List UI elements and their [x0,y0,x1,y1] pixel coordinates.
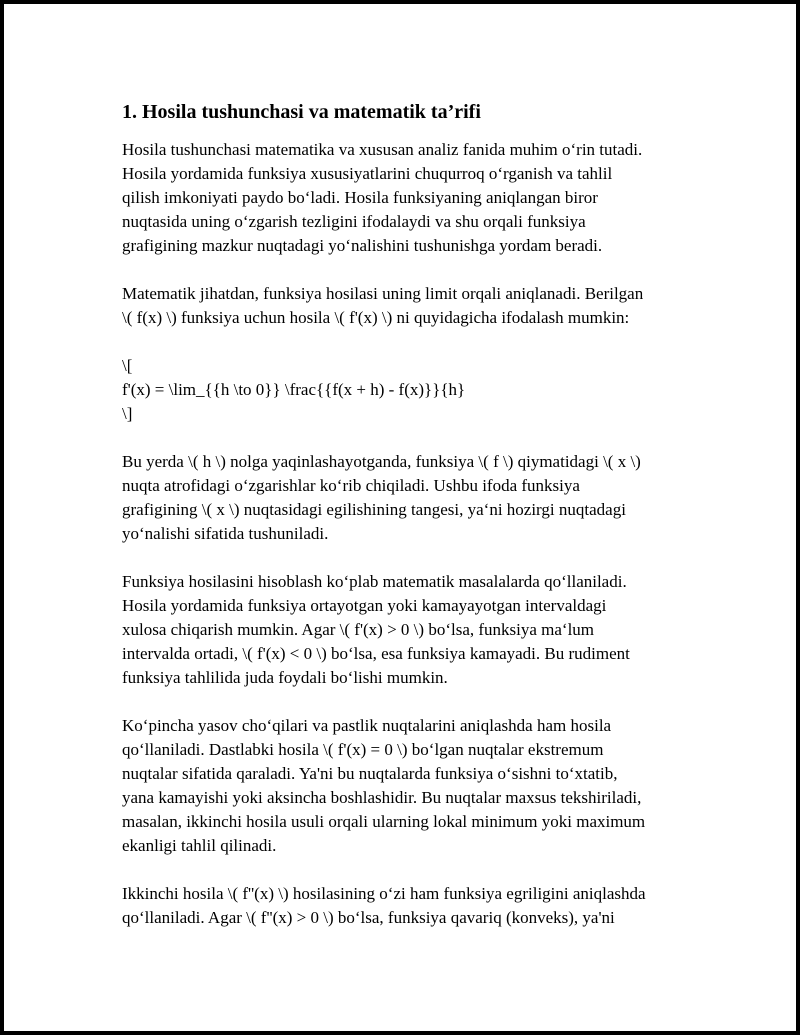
paragraph-explanation: Bu yerda \( h \) nolga yaqinlashayotganda, funksiya \( f \) qiymatidagi \( x \) nuqta atrofidagi o‘zgarishlar ko‘rib chiqiladi. Ushbu ifoda funksiya grafigining \( x \) nuqtasidagi egilishining tangesi, ya‘ni hozirgi nuqtadagi yo‘nalishi sifatida tushuniladi. [122,452,641,543]
document-body [122,100,692,954]
paragraph-definition: Matematik jihatdan, funksiya hosilasi uning limit orqali aniqlanadi. Berilgan \( f(x) \) funksiya uchun hosila \( f'(x) \) ni quyidagicha ifodalash mumkin: [122,284,644,327]
paragraph-extremum: Ko‘pincha yasov cho‘qilari va pastlik nuqtalarini aniqlashda ham hosila qo‘llaniladi. Dastlabki hosila \( f'(x) = 0 \) bo‘lgan nuqtalar ekstremum nuqtalar sifatida qaraladi. Ya'ni bu nuqtalarda funksiya o‘sishni to‘xtatib, yana kamayishi yoki aksincha boshlashidir. Bu nuqtalar maxsus tekshiriladi, masalan, ikkinchi hosila usuli orqali ularning lokal minimum yoki maximum ekanligi tahlil qilinadi. [122,716,646,855]
formula-block: \[ f'(x) = \lim_{{h \to 0}} \frac{{f(x + h) - f(x)}}{h} \] [122,356,466,423]
paragraph-monotonicity: Funksiya hosilasini hisoblash ko‘plab matematik masalalarda qo‘llaniladi. Hosila yordamida funksiya ortayotgan yoki kamayayotgan intervaldagi xulosa chiqarish mumkin. Agar \( f'(x) > 0 \) bo‘lsa, funksiya ma‘lum intervalda ortadi, \( f'(x) < 0 \) bo‘lsa, esa funksiya kamayadi. Bu rudiment funksiya tahlilida juda foydali bo‘lishi mumkin. [122,572,630,687]
section-title: 1. Hosila tushunchasi va matematik ta’rifi [122,101,481,123]
paragraph-second-derivative: Ikkinchi hosila \( f''(x) \) hosilasining o‘zi ham funksiya egriligini aniqlashda qo‘llaniladi. Agar \( f''(x) > 0 \) bo‘lsa, funksiya qavariq (konveks), ya'ni [122,884,646,927]
paragraph-intro: Hosila tushunchasi matematika va xususan analiz fanida muhim o‘rin tutadi. Hosila yordamida funksiya xususiyatlarini chuqurroq o‘rganish va tahlil qilish imkoniyati paydo bo‘ladi. Hosila funksiyaning aniqlangan biror nuqtasida uning o‘zgarish tezligini ifodalaydi va shu orqali funksiya grafigining mazkur nuqtadagi yo‘nalishini tushunishga yordam beradi. [122,140,643,255]
